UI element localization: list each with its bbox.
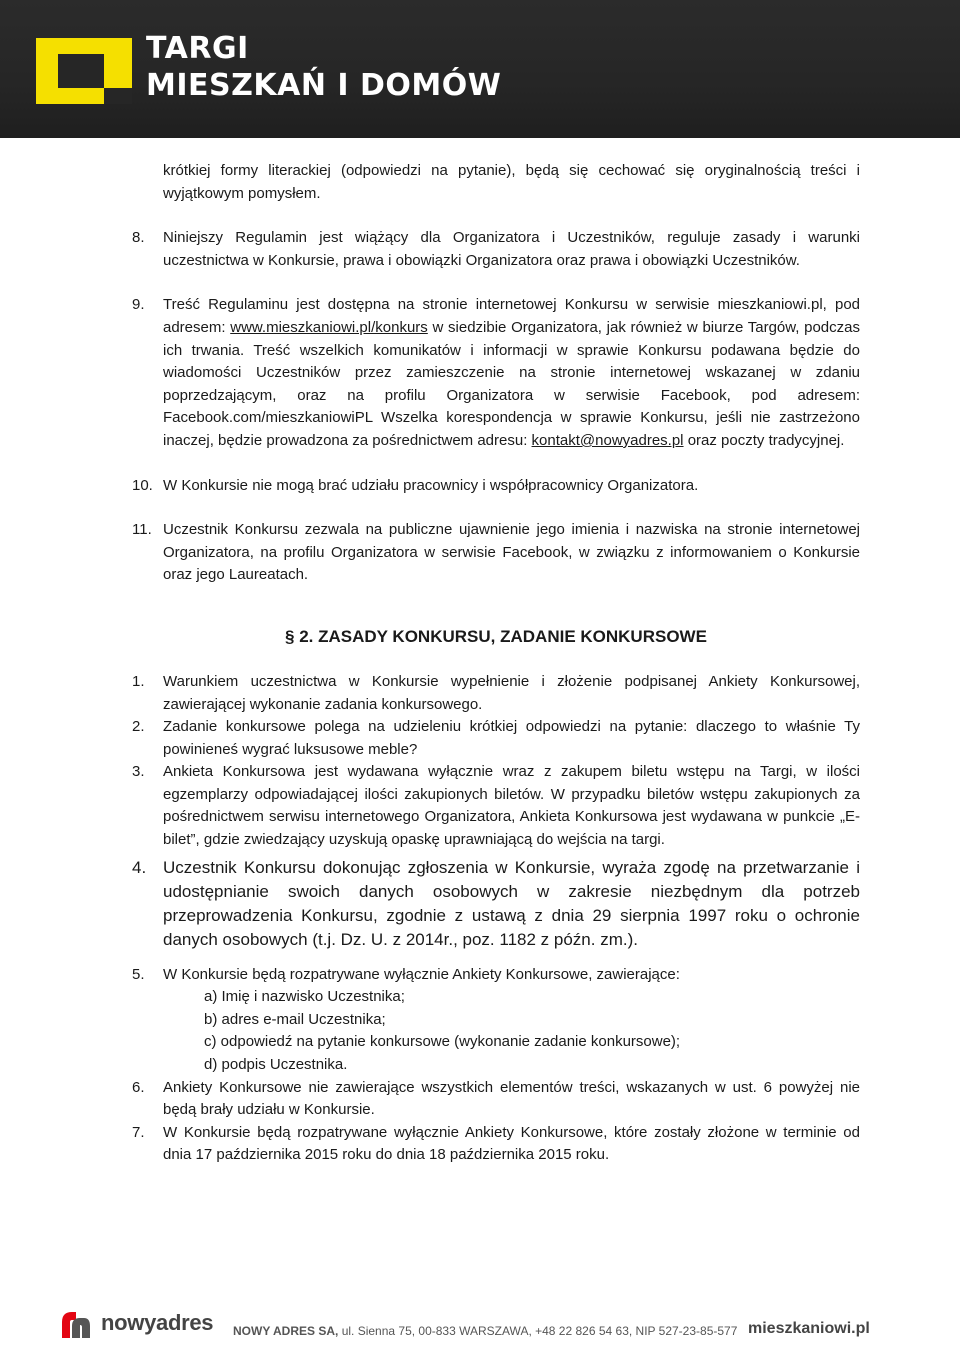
s2-item-1 <box>132 671 860 716</box>
footer-company-name: NOWY ADRES SA, <box>233 1324 339 1338</box>
nowyadres-logo-icon <box>58 1308 94 1342</box>
s2-item-5-sublist <box>132 986 860 1076</box>
item-text: Uczestnik Konkursu dokonując zgłoszenia w Konkursie, wyraża zgodę na przetwarzanie i udostępnianie swoich danych osobowych w zakresie niezbędnym dla potrzeb przeprowadzenia Konkursu, zgodnie z ustawą z dnia 29 sierpnia 1997 roku o ochronie danych osobowych (t.j. Dz. U. z 2014r., poz. 1182 z późn. zm.). <box>163 857 860 949</box>
brand-line-1: TARGI <box>146 31 249 66</box>
s2-item-2 <box>132 716 860 761</box>
section-2-title: § 2. ZASADY KONKURSU, ZADANIE KONKURSOWE <box>285 626 707 646</box>
page-footer <box>0 1296 960 1355</box>
item-text-c: oraz poczty tradycyjnej. <box>683 431 845 449</box>
s2-item-3 <box>132 761 860 851</box>
s2-item-4 <box>132 856 860 952</box>
document-body <box>132 160 860 1167</box>
item-number: 2. <box>132 718 145 736</box>
item-text: W Konkursie będą rozpatrywane wyłącznie Ankiety Konkursowe, zawierające: <box>163 965 680 983</box>
item-number: 5. <box>132 965 145 983</box>
footer-website-link[interactable]: mieszkaniowi.pl <box>748 1320 870 1337</box>
s2-item-7 <box>132 1122 860 1167</box>
rule-item-11 <box>132 519 860 587</box>
item-number: 1. <box>132 672 145 690</box>
sublist-item-c: c) odpowiedź na pytanie konkursowe (wykonanie zadanie konkursowe); <box>204 1033 681 1051</box>
item-text: Ankiety Konkursowe nie zawierające wszystkich elementów treści, wskazanych w ust. 6 powyżej nie będą brały udziału w Konkursie. <box>163 1078 860 1119</box>
targi-logo-icon <box>36 38 132 104</box>
rule-item-9 <box>132 294 860 452</box>
event-brand <box>146 31 502 103</box>
contest-url-link[interactable]: www.mieszkaniowi.pl/konkurs <box>230 318 428 336</box>
item-text: Warunkiem uczestnictwa w Konkursie wypełnienie i złożenie podpisanej Ankiety Konkursowej, zawierającej wykonanie zadania konkursowego. <box>163 672 860 713</box>
item-text: Niniejszy Regulamin jest wiążący dla Organizatora i Uczestników, reguluje zasady i warunki uczestnictwa w Konkursie, prawa i obowiązki Organizatora oraz prawa i obowiązki Uczestników. <box>163 229 860 269</box>
footer-company-info <box>233 1324 737 1338</box>
s2-item-6 <box>132 1077 860 1122</box>
rule-item-8 <box>132 227 860 272</box>
item-text: Zadanie konkursowe polega na udzieleniu krótkiej odpowiedzi na pytanie: dlaczego to właśnie Ty powinieneś wygrać luksusowe meble? <box>163 718 860 758</box>
item-text: W Konkursie będą rozpatrywane wyłącznie Ankiety Konkursowe, które zostały złożone w terminie od dnia 17 października 2015 roku do dnia 18 października 2015 roku. <box>163 1123 860 1164</box>
sublist-item-b: b) adres e-mail Uczestnika; <box>204 1010 386 1028</box>
item-text: Ankieta Konkursowa jest wydawana wyłącznie wraz z zakupem biletu wstępu na Targi, w ilości egzemplarzy odpowiadającej ilości zakupionych biletów. W przypadku biletów wstępu zakupionych za pośrednictwem serwisu internetowego Organizatora, Ankieta Konkursowa jest wydawana w punkcie „E-bilet”, gdzie zwiedzający uzyskują opaskę uprawniającą do wejścia na targi. <box>163 763 860 849</box>
contact-email-link[interactable]: kontakt@nowyadres.pl <box>531 431 684 449</box>
item-text: W Konkursie nie mogą brać udziału pracownicy i współpracownicy Organizatora. <box>163 476 699 494</box>
item-number: 9. <box>132 296 145 314</box>
item-number: 3. <box>132 763 145 781</box>
sublist-item-a: a) Imię i nazwisko Uczestnika; <box>204 988 405 1006</box>
page-header <box>0 0 960 138</box>
item-number: 6. <box>132 1078 145 1096</box>
item-number: 7. <box>132 1123 145 1141</box>
rule-item-10 <box>132 475 860 498</box>
item-number: 8. <box>132 229 145 247</box>
sublist-item-d: d) podpis Uczestnika. <box>204 1056 348 1074</box>
item-text-a: Treść Regulaminu jest dostępna na stronie internetowej Konkursu w serwisie mieszkaniowi.pl, pod adresem: <box>163 296 860 336</box>
footer-brand: nowyadres <box>101 1310 214 1335</box>
s2-item-5 <box>132 964 860 987</box>
item-text-b: w siedzibie Organizatora, jak również w biurze Targów, podczas ich trwania. Treść wszelkich komunikatów i informacji w sprawie Konkursu podawana będzie do wiadomości Uczestników przez zamieszczenie na stronie internetowej wskazanej w zdaniu poprzedzającym, oraz na profilu Organizatora w serwisie Facebook, pod adresem: Facebook.com/mieszkaniowiPL Wszelka korespondencja w sprawie Konkursu, jeśli nie zastrzeżono inaczej, będzie prowadzona za pośrednictwem adresu: <box>163 318 860 449</box>
footer-address: ul. Sienna 75, 00-833 WARSZAWA, +48 22 826 54 63, NIP 527-23-85-577 <box>338 1324 738 1338</box>
item-number: 4. <box>132 857 147 877</box>
item-text: Uczestnik Konkursu zezwala na publiczne ujawnienie jego imienia i nazwiska na stronie internetowej Organizatora, na profilu Organizatora w serwisie Facebook, w związku z informowaniem o Konkursie oraz jego Laureatach. <box>163 521 860 584</box>
brand-line-2: MIESZKAŃ I DOMÓW <box>146 68 502 103</box>
item-number: 11. <box>132 521 152 539</box>
item-number: 10. <box>132 476 153 494</box>
intro-continuation: krótkiej formy literackiej (odpowiedzi na pytanie), będą się cechować się oryginalnością treści i wyjątkowym pomysłem. <box>163 162 860 202</box>
